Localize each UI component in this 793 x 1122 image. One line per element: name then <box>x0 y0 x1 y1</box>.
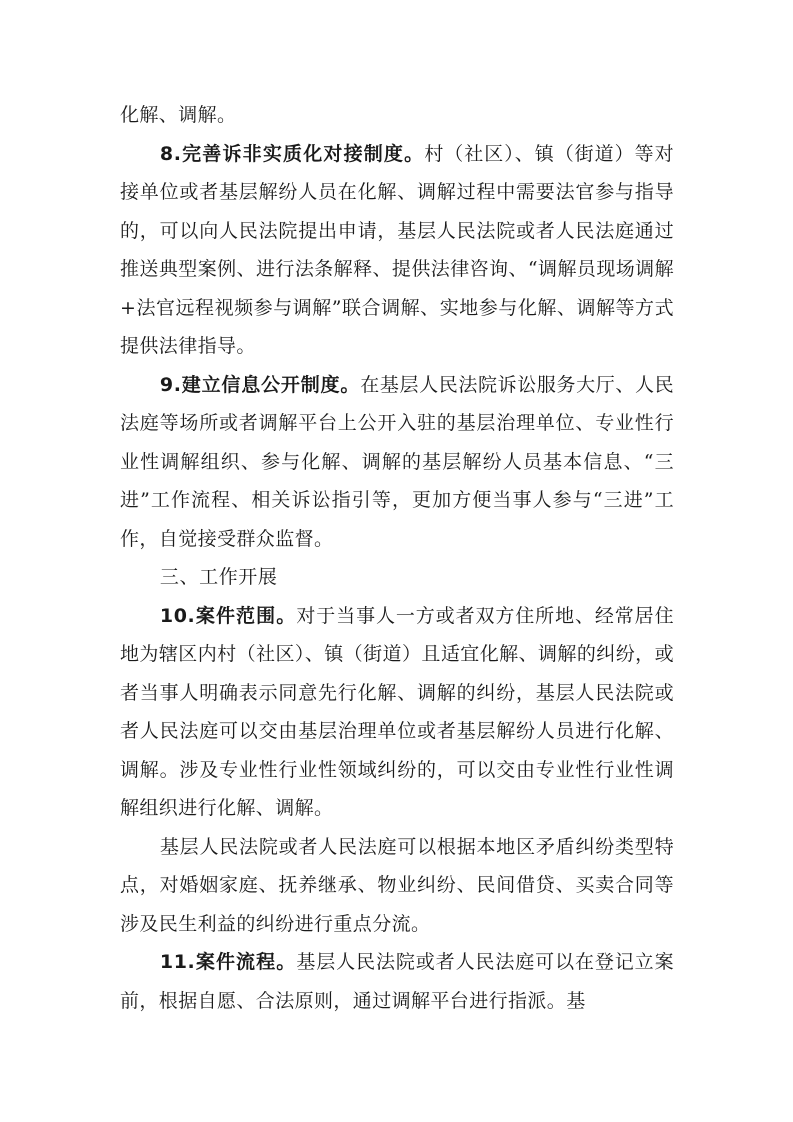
section-heading-3 <box>120 558 674 597</box>
item-8-text: 村（社区）、镇（街道）等对接单位或者基层解纷人员在化解、调解过程中需要法官参与指导的，可以向人民法院提出申请，基层人民法院或者人民法庭通过推送典型案例、进行法条解释、提供法律咨询、“调解员现场调解+法官远程视频参与调解”联合调解、实地参与化解、调解等方式提供法律指导。 <box>120 142 675 357</box>
item-8-heading: 8.完善诉非实质化对接制度。 <box>159 142 425 165</box>
paragraph-item-11 <box>120 943 674 1020</box>
item-9-heading: 9.建立信息公开制度。 <box>159 373 361 396</box>
item-10-cont-text: 基层人民法院或者人民法庭可以根据本地区矛盾纠纷类型特点，对婚姻家庭、抚养继承、物业纠纷、民间借贷、买卖合同等涉及民生利益的纠纷进行重点分流。 <box>120 835 674 935</box>
item-11-heading: 11.案件流程。 <box>159 951 297 973</box>
item-10-heading: 10.案件范围。 <box>159 604 297 627</box>
paragraph-item-8 <box>120 135 674 366</box>
paragraph-item-10-cont <box>120 828 674 944</box>
paragraph-item-10 <box>120 597 674 828</box>
item-10-text: 对于当事人一方或者双方住所地、经常居住地为辖区内村（社区）、镇（街道）且适宜化解、调解的纠纷，或者当事人明确表示同意先行化解、调解的纠纷，基层人民法院或者人民法庭可以交由基层治理单位或者基层解纷人员进行化解、调解。涉及专业性行业性领域纠纷的，可以交由专业性行业性调解组织进行化解、调解。 <box>120 604 674 819</box>
item-9-text: 在基层人民法院诉讼服务大厅、人民法庭等场所或者调解平台上公开入驻的基层治理单位、专业性行业性调解组织、参与化解、调解的基层解纷人员基本信息、“三进”工作流程、相关诉讼指引等，更加方便当事人参与“三进”工作，自觉接受群众监督。 <box>120 373 674 550</box>
paragraph-item-9 <box>120 366 674 559</box>
paragraph-text: 化解、调解。 <box>120 104 237 126</box>
section-heading-text: 三、工作开展 <box>159 566 278 588</box>
item-11-text: 基层人民法院或者人民法庭可以在登记立案前，根据自愿、合法原则，通过调解平台进行指派。基 <box>120 951 674 1012</box>
document-body <box>120 96 674 1020</box>
paragraph-continuation <box>120 96 674 135</box>
